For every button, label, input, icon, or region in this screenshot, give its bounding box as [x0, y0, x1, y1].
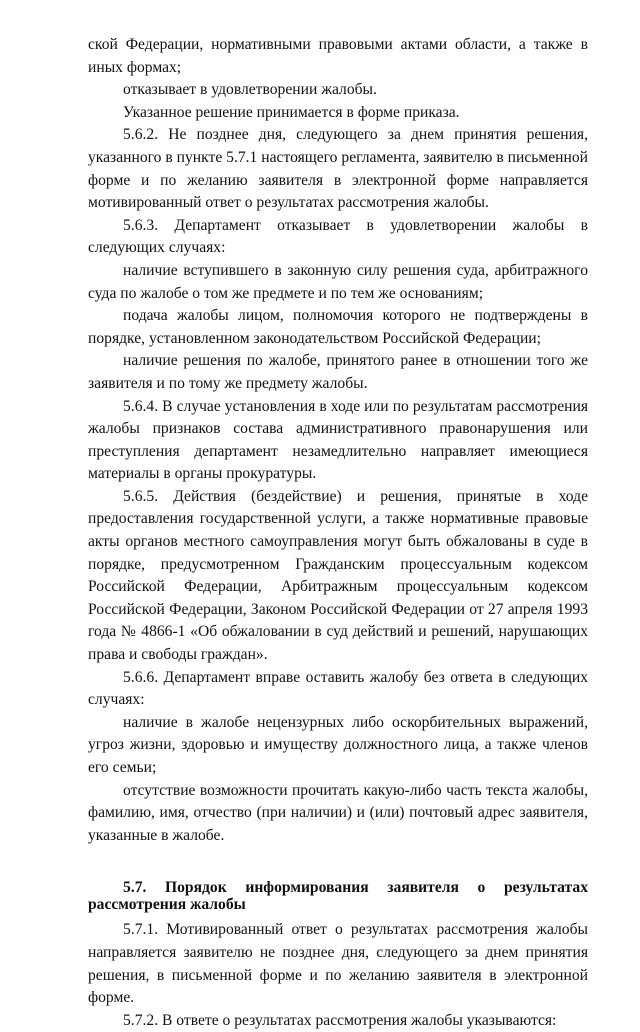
list-item-unauthorized-person: подача жалобы лицом, полномочия которого не подтверждены в порядке, установленном законодательством Российской Федерации;	[88, 307, 588, 347]
paragraph-5-6-6: 5.6.6. Департамент вправе оставить жалобу без ответа в следующих случаях:	[88, 668, 588, 709]
list-item-obscene-language: наличие в жалобе нецензурных либо оскорбительных выражений, угроз жизни, здоровью и имуществу должностного лица, а также членов его семьи;	[88, 713, 588, 776]
document-body	[88, 34, 588, 1032]
list-item-court-decision: наличие вступившего в законную силу решения суда, арбитражного суда по жалобе о том же предмете и по тем же основаниям;	[88, 261, 588, 302]
paragraph-5-6-3: 5.6.3. Департамент отказывает в удовлетворении жалобы в следующих случаях:	[88, 216, 588, 257]
section-heading-5-7: 5.7. Порядок информирования заявителя о результатах	[123, 879, 588, 897]
paragraph-5-6-5: 5.6.5. Действия (бездействие) и решения, принятые в ходе предоставления государственной услуги, а также нормативные правовые акты органов местного самоуправления могут быть обжалованы в суде в порядке, предусмотренном Гражданским процессуальным кодексом Российской Федерации, Арбитражным процессуальным кодексом Российской Федерации, Законом Российской Федерации от 27 апреля 1993 года № 4866-1 «Об обжаловании в суд действий и решений, нарушающих права и свободы граждан».	[88, 487, 588, 664]
list-item-prior-decision: наличие решения по жалобе, принятого ранее в отношении того же заявителя и по тому же предмету жалобы.	[88, 352, 588, 392]
list-item-unreadable-text: отсутствие возможности прочитать какую-либо часть текста жалобы, фамилию, имя, отчество (при наличии) и (или) почтовый адрес заявителя, указанные в жалобе.	[88, 781, 588, 844]
paragraph-refusal: отказывает в удовлетворении жалобы.	[123, 81, 377, 99]
paragraph-order-form: Указанное решение принимается в форме приказа.	[123, 103, 460, 121]
paragraph-5-7-2: 5.7.2. В ответе о результатах рассмотрения жалобы указываются:	[123, 1011, 557, 1029]
paragraph-5-6-4: 5.6.4. В случае установления в ходе или по результатам рассмотрения жалобы признаков состава административного правонарушения или преступления департамент незамедлительно направляет имеющиеся материалы в органы прокуратуры.	[88, 397, 588, 483]
section-heading-5-7-continuation: рассмотрения жалобы	[88, 896, 246, 914]
paragraph-continuation: ской Федерации, нормативными правовыми актами области, а также в иных формах;	[88, 36, 588, 76]
paragraph-5-6-2: 5.6.2. Не позднее дня, следующего за днем принятия решения, указанного в пункте 5.7.1 настоящего регламента, заявителю в письменной форме и по желанию заявителя в электронной форме направляется мотивированный ответ о результатах рассмотрения жалобы.	[88, 126, 588, 212]
paragraph-5-7-1: 5.7.1. Мотивированный ответ о результатах рассмотрения жалобы направляется заявителю не позднее дня, следующего за днем принятия решения, в письменной форме и по желанию заявителя в электронной форме.	[88, 921, 588, 1007]
